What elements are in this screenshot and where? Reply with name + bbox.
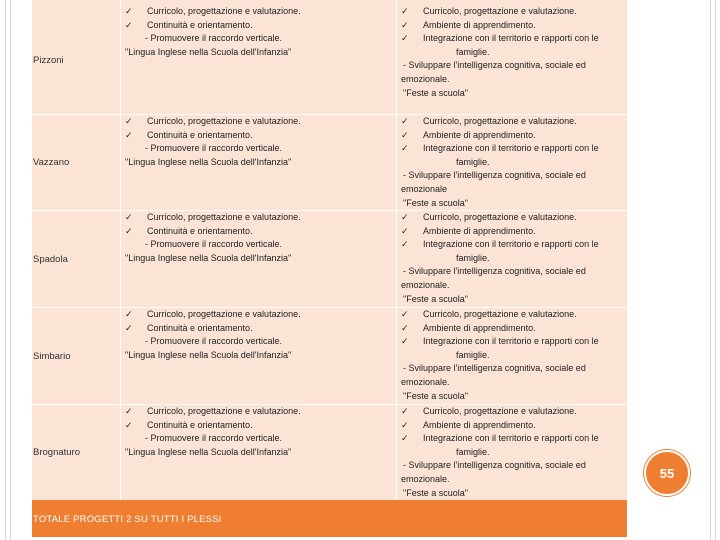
plesso-cell [32,211,121,307]
check-icon: ✓ [125,225,133,236]
list-item: ✓ Curricolo, progettazione e valutazione. [125,115,301,129]
check-icon: ✓ [401,6,409,16]
list-item: ✓ Continuità e orientamento. [125,419,301,433]
list-item: ✓ Curricolo, progettazione e valutazione. [401,211,599,225]
middle-cell [121,308,397,404]
list-item: - Sviluppare l'intelligenza cognitiva, sociale ed [403,460,586,471]
list-item: emozionale. [401,279,450,290]
list-item: famiglie. [456,349,490,360]
right-frame-line [710,0,716,540]
plesso-name: Pizzoni [33,55,64,66]
plesso-name: Brognaturo [33,447,81,458]
plesso-name: Vazzano [33,157,70,168]
check-icon: ✓ [401,406,409,416]
list-item: "Lingua Inglese nella Scuola dell'Infanzia" [125,349,292,360]
check-icon: ✓ [401,309,409,319]
list-item: ✓ Integrazione con il territorio e rapporti con le [401,32,599,46]
total-label: TOTALE PROGETTI 2 SU TUTTI I PLESSI [33,514,222,525]
check-icon: ✓ [125,406,133,416]
list-item: "Lingua Inglese nella Scuola dell'Infanzia" [125,252,292,263]
check-icon: ✓ [125,6,133,16]
plesso-cell [32,405,121,500]
list-item: "Lingua Inglese nella Scuola dell'Infanzia" [125,46,292,57]
check-icon: ✓ [125,116,133,126]
list-item: famiglie. [456,252,490,263]
check-icon: ✓ [401,433,409,444]
list-item: - Sviluppare l'intelligenza cognitiva, sociale ed [403,266,586,277]
list-item: ✓ Curricolo, progettazione e valutazione. [401,308,599,322]
right-cell [397,405,627,500]
list-item: ✓ Curricolo, progettazione e valutazione. [401,5,599,19]
list-item: ✓ Continuità e orientamento. [125,129,301,143]
check-icon: ✓ [125,309,133,319]
list-item: famiglie. [456,46,490,57]
list-item: ✓ Curricolo, progettazione e valutazione. [401,405,599,419]
check-icon: ✓ [401,143,409,154]
list-item: famiglie. [456,156,490,167]
list-item: "Feste a scuola" [403,293,468,304]
list-item: ✓ Curricolo, progettazione e valutazione. [125,5,301,19]
list-item: - Sviluppare l'intelligenza cognitiva, sociale ed [403,60,586,71]
list-item: famiglie. [456,446,490,457]
table-row [32,211,627,307]
page-number-badge [644,450,690,496]
list-item: ✓ Continuità e orientamento. [125,322,301,336]
middle-cell [121,211,397,307]
middle-cell [121,115,397,210]
list-item: ✓ Curricolo, progettazione e valutazione. [125,308,301,322]
check-icon: ✓ [401,225,409,236]
list-item: - Promuovere il raccordo verticale. [145,433,283,444]
middle-cell [121,405,397,500]
list-item: emozionale. [401,73,450,84]
list-item: ✓ Ambiente di apprendimento. [401,322,599,336]
list-item: ✓ Ambiente di apprendimento. [401,225,599,239]
check-icon: ✓ [125,129,133,140]
projects-table [32,0,627,537]
right-cell [397,308,627,404]
right-cell [397,115,627,210]
total-row [32,500,627,537]
plesso-cell [32,115,121,210]
check-icon: ✓ [401,19,409,30]
list-item: ✓ Ambiente di apprendimento. [401,419,599,433]
list-item: emozionale. [401,376,450,387]
list-item: ✓ Ambiente di apprendimento. [401,19,599,33]
list-item: ✓ Integrazione con il territorio e rapporti con le [401,432,599,446]
list-item: ✓ Curricolo, progettazione e valutazione. [401,115,599,129]
check-icon: ✓ [401,129,409,140]
list-item: ✓ Curricolo, progettazione e valutazione. [125,405,301,419]
check-icon: ✓ [401,116,409,126]
list-item: - Sviluppare l'intelligenza cognitiva, sociale ed [403,363,586,374]
list-item: emozionale. [401,473,450,484]
check-icon: ✓ [401,239,409,250]
list-item: ✓ Integrazione con il territorio e rapporti con le [401,238,599,252]
list-item: "Lingua Inglese nella Scuola dell'Infanzia" [125,156,292,167]
check-icon: ✓ [125,19,133,30]
list-item: "Feste a scuola" [403,197,468,208]
check-icon: ✓ [125,419,133,430]
check-icon: ✓ [401,322,409,333]
list-item: "Feste a scuola" [403,390,468,401]
left-frame-line [5,0,11,540]
list-item: "Feste a scuola" [403,487,468,498]
check-icon: ✓ [125,322,133,333]
plesso-cell [32,308,121,404]
list-item: ✓ Ambiente di apprendimento. [401,129,599,143]
table-row [32,0,627,114]
page-number: 55 [659,465,675,481]
list-item: ✓ Integrazione con il territorio e rapporti con le [401,142,599,156]
check-icon: ✓ [401,336,409,347]
check-icon: ✓ [401,419,409,430]
check-icon: ✓ [401,33,409,44]
right-cell [397,0,627,114]
plesso-name: Simbario [33,351,71,362]
list-item: ✓ Continuità e orientamento. [125,19,301,33]
list-item: ✓ Integrazione con il territorio e rapporti con le [401,335,599,349]
list-item: - Promuovere il raccordo verticale. [145,33,283,44]
list-item: ✓ Continuità e orientamento. [125,225,301,239]
check-icon: ✓ [401,212,409,222]
table-row [32,115,627,210]
table-row [32,308,627,404]
table-row [32,405,627,500]
list-item: - Promuovere il raccordo verticale. [145,143,283,154]
right-cell [397,211,627,307]
middle-cell [121,0,397,114]
plesso-cell [32,0,121,114]
list-item: "Lingua Inglese nella Scuola dell'Infanzia" [125,446,292,457]
list-item: emozionale [401,183,448,194]
plesso-name: Spadola [33,254,68,265]
list-item: "Feste a scuola" [403,87,468,98]
list-item: ✓ Curricolo, progettazione e valutazione. [125,211,301,225]
list-item: - Promuovere il raccordo verticale. [145,336,283,347]
check-icon: ✓ [125,212,133,222]
list-item: - Sviluppare l'intelligenza cognitiva, sociale ed [403,170,586,181]
list-item: - Promuovere il raccordo verticale. [145,239,283,250]
